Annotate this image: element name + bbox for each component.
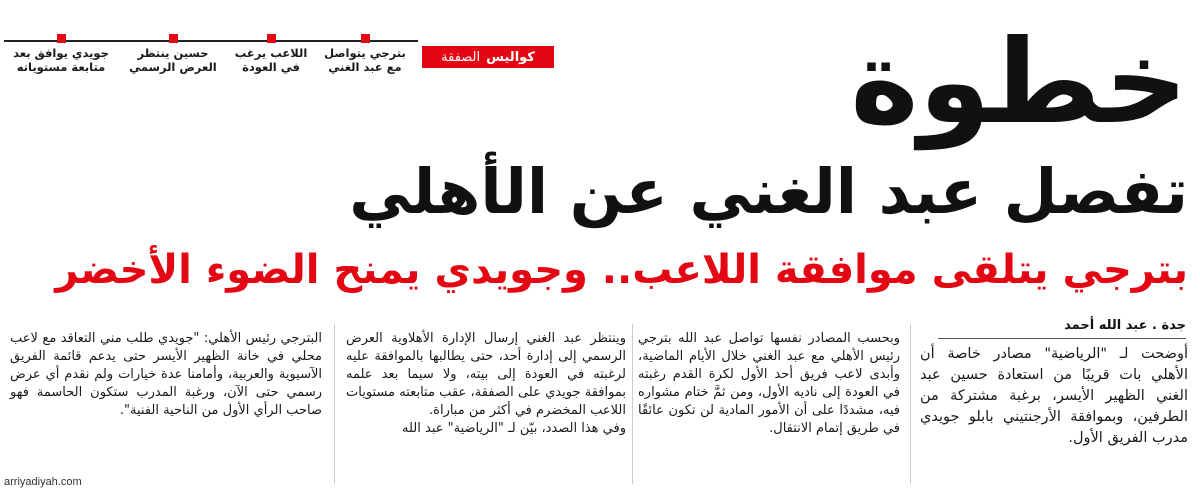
column-divider: [910, 324, 911, 484]
headline-secondary: تفصل عبد الغني عن الأهلي: [349, 155, 1188, 228]
column-divider: [334, 324, 335, 484]
timeline-item-text: حسين ينتظر العرض الرسمي: [129, 46, 217, 74]
subheadline: بترجي يتلقى موافقة اللاعب.. وجويدي يمنح الضوء الأخضر: [55, 247, 1188, 293]
timeline-item-text: اللاعب يرغب في العودة: [234, 46, 308, 74]
timeline-item: [0, 34, 126, 74]
timeline-item: [108, 34, 238, 74]
article-column-4: البترجي رئيس الأهلي: "جويدي طلب مني التعاقد مع لاعب محلي في خانة الظهير الأيسر حتى يدعم قائمة الفريق الآسيوية والعربية، وأمامنا عدة خيارات ولم نقدم أي عرض رسمي حتى الآن، ورغبة المدرب ستكون الحاسمة فهو صاحب الرأي الأول من الناحية الفنية".: [10, 331, 322, 418]
timeline-dot: [267, 34, 276, 43]
source-credit: arriyadiyah.com: [4, 476, 82, 488]
section-tag-sub: الصفقة: [441, 49, 481, 65]
timeline-item-text: جويدي يوافق بعد متابعة مستوياته: [13, 46, 109, 74]
timeline-dot: [361, 34, 370, 43]
byline: جدة . عبد الله أحمد: [1064, 318, 1186, 333]
timeline-dot: [57, 34, 66, 43]
section-tag: [422, 46, 554, 68]
timeline-item-text: بترجي يتواصل مع عبد الغني: [324, 46, 406, 74]
article-column-2: وبحسب المصادر نفسها تواصل عبد الله بترجي رئيس الأهلي مع عبد الغني خلال الأيام الماضية، وأبدى لاعب فريق أحد الأول لكرة القدم رغبته في العودة إلى ناديه الأول، ومن ثمَّ ختام مشواره فيه، مشددًا على أن الأمور المادية لن تكون عائقًا في طريق إتمام الانتقال.: [638, 331, 900, 436]
byline-divider: [938, 338, 1186, 339]
section-tag-main: كواليس: [486, 49, 535, 65]
column-divider: [632, 324, 633, 484]
article-column-3: وينتظر عبد الغني إرسال الإدارة الأهلاوية العرض الرسمي إلى إدارة أحد، حتى يطالبها بالموافقة عليه لرغبته في العودة إلى بيته، ولا سيما بعد علمه بموافقة جويدي على الصفقة، عقب متابعته مستويات اللاعب المخضرم في أكثر من مباراة. وفي هذا الصدد، بيّن لـ "الرياضية" عبد الله: [346, 331, 626, 436]
article-column-1: أوضحت لـ "الرياضية" مصادر خاصة أن الأهلي بات قريبًا من استعادة حسين عبد الغني الظهير الأيسر، برغبة مشتركة من الطرفين، وبموافقة الأرجنتيني بابلو جويدي مدرب الفريق الأول.: [920, 346, 1188, 446]
headline-main: خطوة: [850, 15, 1188, 150]
timeline-dot: [169, 34, 178, 43]
